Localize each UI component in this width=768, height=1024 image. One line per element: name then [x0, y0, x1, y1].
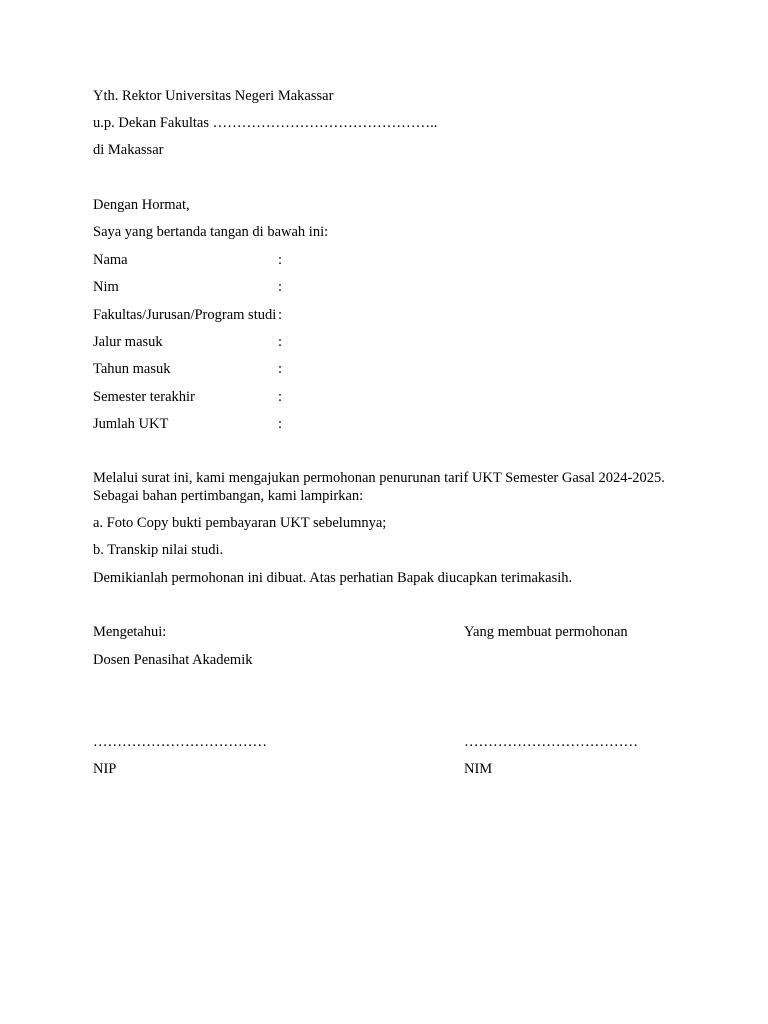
attachment-item-b: b. Transkip nilai studi.: [93, 542, 224, 558]
body-paragraph-line2: Sebagai bahan pertimbangan, kami lampirkan:: [93, 488, 364, 504]
intro-text: Saya yang bertanda tangan di bawah ini:: [93, 224, 329, 240]
left-signature-id-label: NIP: [93, 761, 117, 777]
field-label-semester: Semester terakhir: [93, 389, 195, 405]
field-colon: :: [278, 361, 283, 377]
attachment-item-a: a. Foto Copy bukti pembayaran UKT sebelumnya;: [93, 515, 387, 531]
field-colon: :: [278, 416, 283, 432]
field-label-nama: Nama: [93, 252, 128, 268]
field-label-fakultas: Fakultas/Jurusan/Program studi: [93, 307, 277, 323]
field-colon: :: [278, 252, 283, 268]
left-signature-heading: Mengetahui:: [93, 624, 167, 640]
field-label-nim: Nim: [93, 279, 119, 295]
right-signature-id-label: NIM: [464, 761, 493, 777]
field-label-jumlah-ukt: Jumlah UKT: [93, 416, 169, 432]
right-signature-dots: ………………………………: [464, 734, 638, 750]
faculty-line: u.p. Dekan Fakultas ………………………………………..: [93, 115, 438, 131]
recipient-line: Yth. Rektor Universitas Negeri Makassar: [93, 88, 334, 104]
greeting: Dengan Hormat,: [93, 197, 190, 213]
closing-text: Demikianlah permohonan ini dibuat. Atas perhatian Bapak diucapkan terimakasih.: [93, 570, 573, 586]
field-label-jalur-masuk: Jalur masuk: [93, 334, 163, 350]
left-signature-dots: ………………………………: [93, 734, 267, 750]
location-line: di Makassar: [93, 142, 164, 158]
field-colon: :: [278, 307, 283, 323]
field-label-tahun-masuk: Tahun masuk: [93, 361, 171, 377]
field-colon: :: [278, 389, 283, 405]
field-colon: :: [278, 334, 283, 350]
body-paragraph-line1: Melalui surat ini, kami mengajukan permohonan penurunan tarif UKT Semester Gasal 2024-2025.: [93, 470, 665, 486]
left-signature-role: Dosen Penasihat Akademik: [93, 652, 253, 668]
field-colon: :: [278, 279, 283, 295]
right-signature-heading: Yang membuat permohonan: [464, 624, 628, 640]
